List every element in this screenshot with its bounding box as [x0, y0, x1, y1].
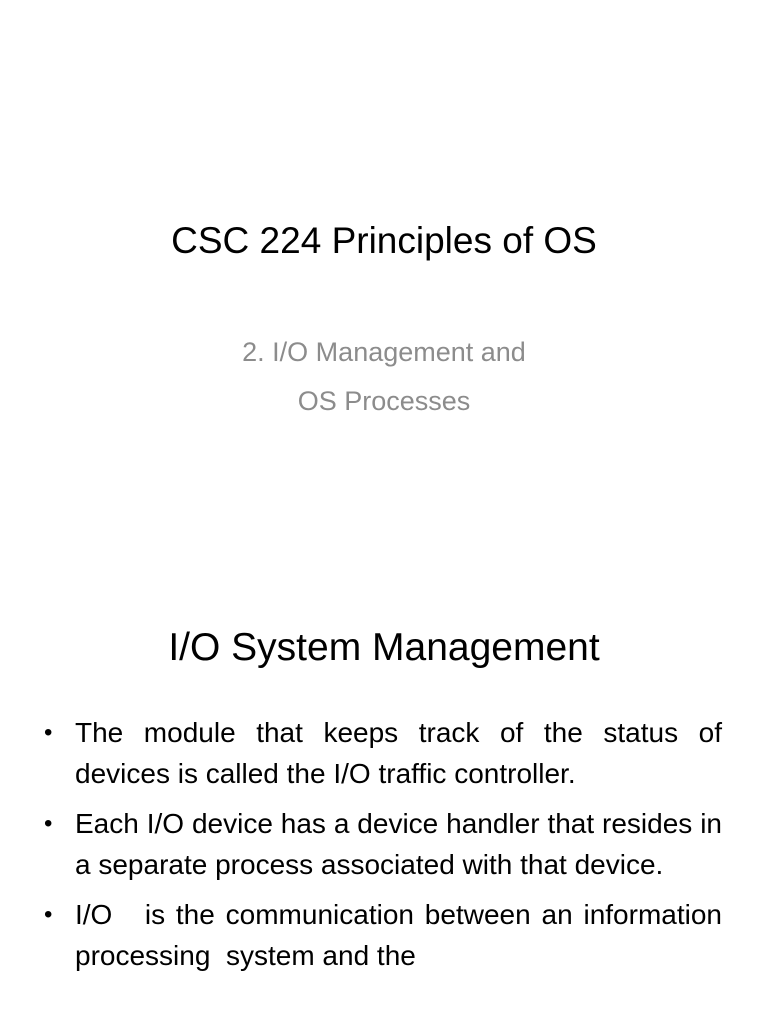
- bullet-item: [44, 803, 722, 885]
- subtitle-line-1: 2. I/O Management and: [242, 337, 526, 367]
- slide-title: CSC 224 Principles of OS: [171, 220, 597, 261]
- slide-heading: I/O System Management: [168, 626, 600, 669]
- bullet-marker: •: [44, 901, 53, 928]
- content-slide: [0, 576, 768, 1024]
- bullet-item: [44, 894, 730, 976]
- bullet-marker: •: [44, 810, 53, 837]
- bullet-text: I/O is the communication between an information processing system and the: [75, 899, 730, 971]
- bullet-text: The module that keeps track of the status of devices is called the I/O traffic controller.: [75, 717, 722, 789]
- bullet-item: [44, 712, 722, 794]
- bullet-marker: •: [44, 719, 53, 746]
- slide-subtitle: [0, 328, 768, 426]
- bullet-list: [44, 712, 730, 985]
- subtitle-line-2: OS Processes: [297, 386, 471, 416]
- bullet-text: Each I/O device has a device handler that resides in a separate process associated with that device.: [75, 808, 722, 880]
